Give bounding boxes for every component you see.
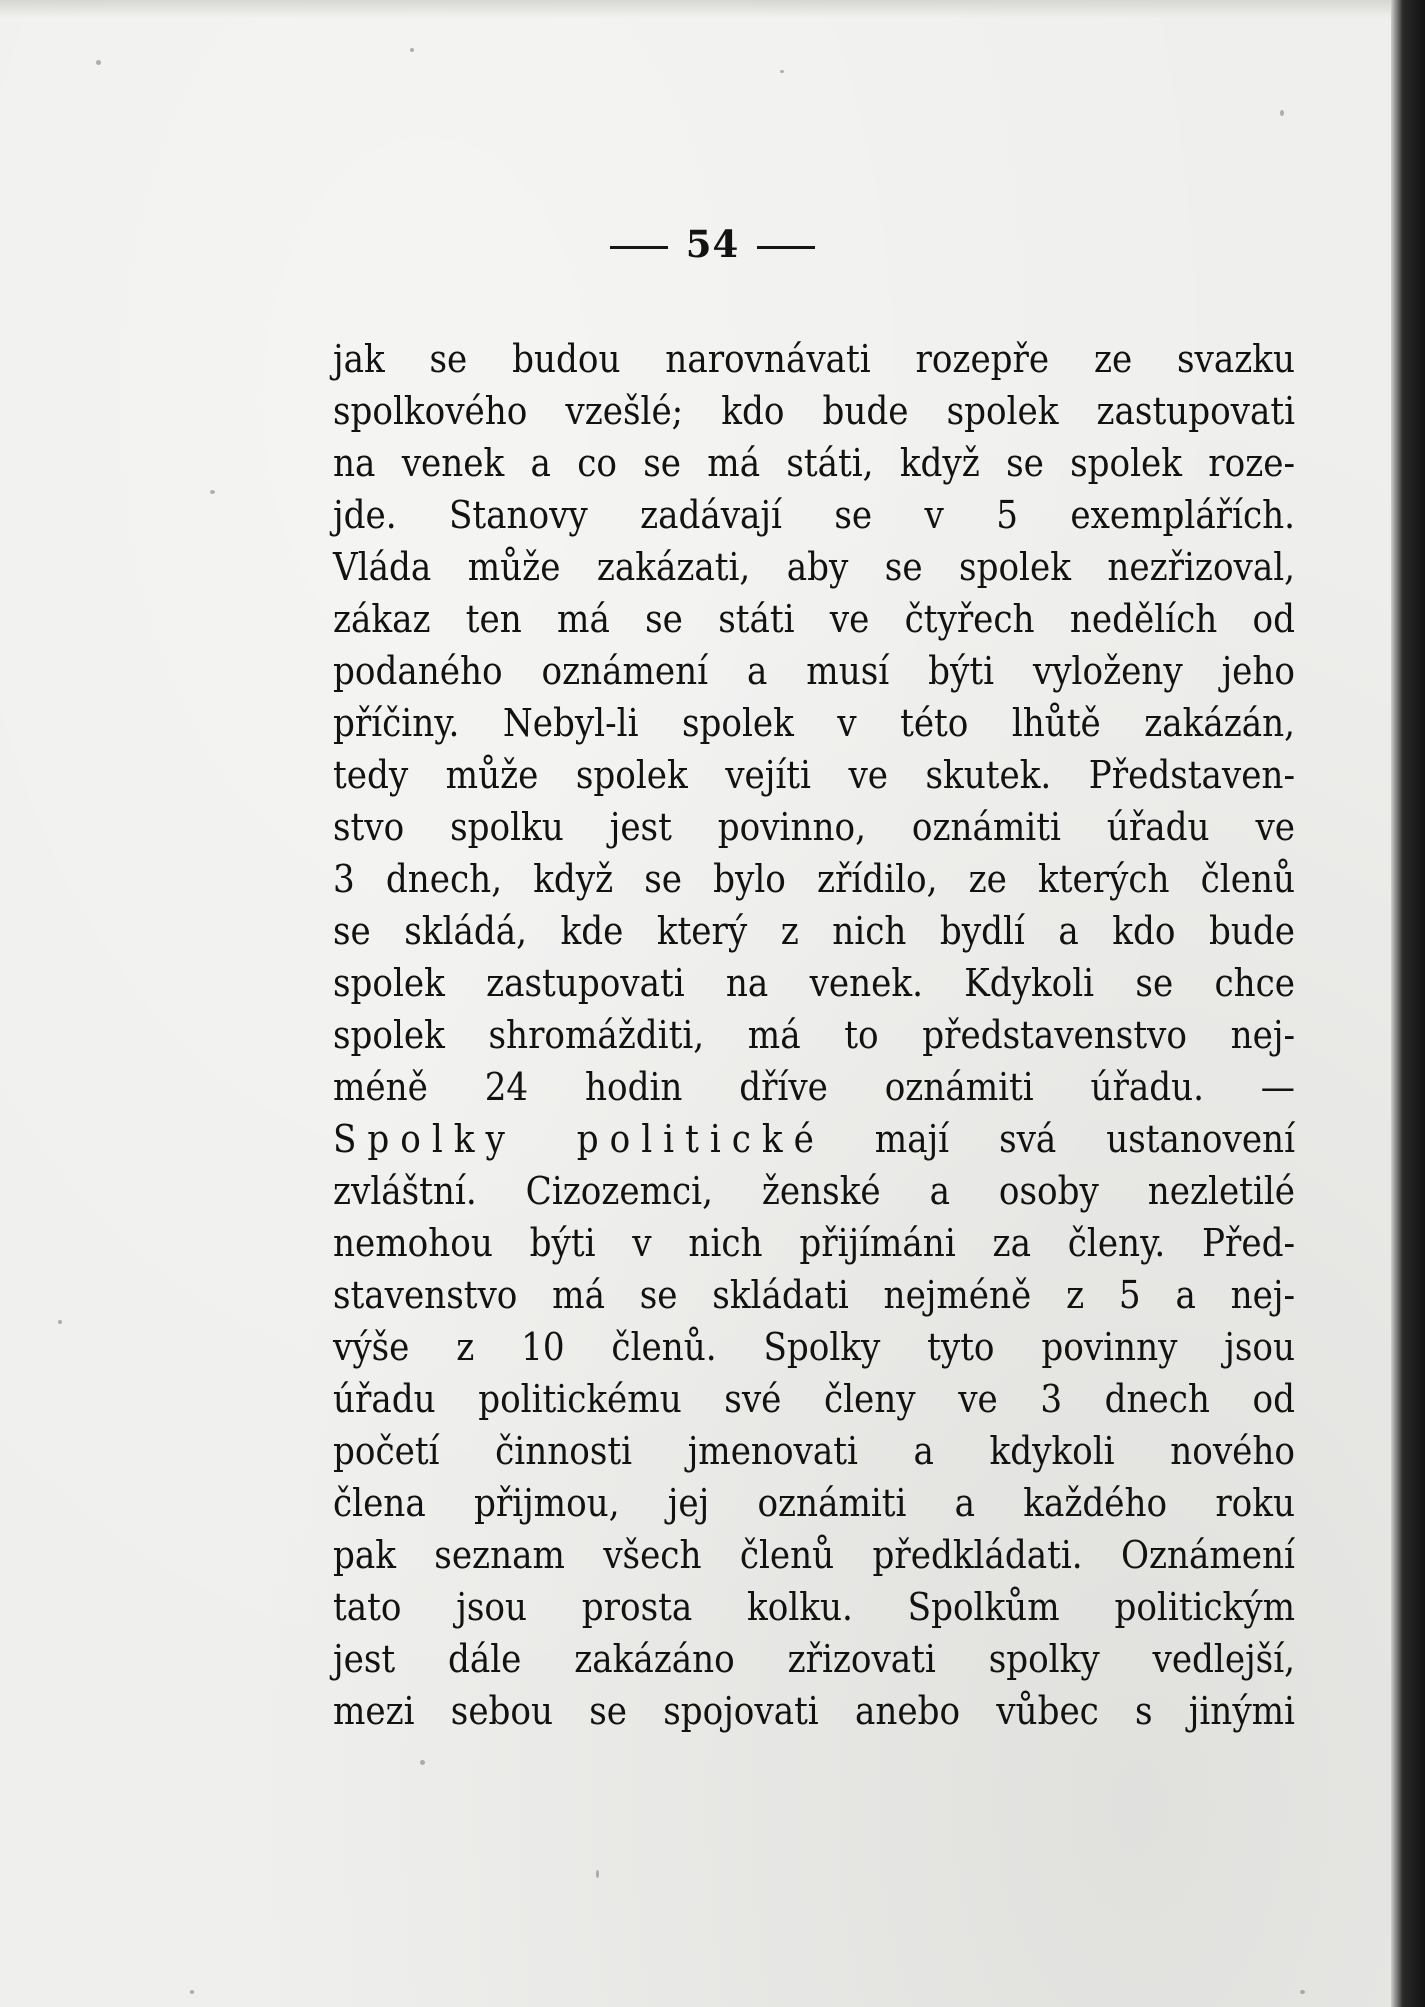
scan-speck (190, 1990, 194, 1994)
text-line: jak se budou narovnávati rozepře ze svazku (333, 337, 1295, 381)
scan-speck (96, 60, 101, 65)
text-line-spaced (333, 1113, 1295, 1165)
page-number-dash-right (757, 246, 815, 249)
text-line: mezi sebou se spojovati anebo vůbec s jinými (333, 1689, 1295, 1733)
text-line: pak seznam všech členů předkládati. Oznámení (333, 1533, 1295, 1577)
scan-speck (780, 70, 784, 73)
text-line: početí činnosti jmenovati a kdykoli nového (333, 1429, 1295, 1473)
scan-speck (420, 1760, 425, 1765)
scan-speck (1300, 1990, 1305, 1994)
text-line: člena přijmou, jej oznámiti a každého roku (333, 1481, 1295, 1525)
text-line: na venek a co se má státi, když se spolek roze- (333, 441, 1295, 485)
text-line: výše z 10 členů. Spolky tyto povinny jsou (333, 1325, 1295, 1369)
text-line: tedy může spolek vejíti ve skutek. Představen- (333, 753, 1295, 797)
page-right-edge (1391, 0, 1425, 2007)
text-line: stvo spolku jest povinno, oznámiti úřadu ve (333, 805, 1295, 849)
scan-speck (596, 1870, 599, 1878)
text-line: spolkového vzešlé; kdo bude spolek zastupovati (333, 389, 1295, 433)
scan-speck (410, 48, 414, 52)
page-number-value: 54 (685, 222, 740, 266)
text-line: spolek shromážditi, má to představenstvo nej- (333, 1013, 1295, 1057)
text-line: zvláštní. Cizozemci, ženské a osoby nezletilé (333, 1169, 1295, 1213)
text-line: jest dále zakázáno zřizovati spolky vedlejší, (333, 1637, 1295, 1681)
text-line: úřadu politickému své členy ve 3 dnech od (333, 1377, 1295, 1421)
text-line: Vláda může zakázati, aby se spolek nezřizoval, (333, 545, 1295, 589)
text-line: jde. Stanovy zadávají se v 5 exemplářích. (333, 493, 1295, 537)
text-line: 3 dnech, když se bylo zřídilo, ze kterých členů (333, 857, 1295, 901)
text-line: nemohou býti v nich přijímáni za členy. Před- (333, 1221, 1295, 1265)
scan-speck (1280, 110, 1284, 116)
body-text (333, 333, 1295, 1737)
text-line: příčiny. Nebyl-li spolek v této lhůtě zakázán, (333, 701, 1295, 745)
text-line: spolek zastupovati na venek. Kdykoli se chce (333, 961, 1295, 1005)
page-number (0, 222, 1425, 266)
scan-speck (58, 1320, 62, 1324)
page-top-edge (0, 0, 1425, 18)
spaced-line-rest: mají svá ustanovení (874, 1117, 1295, 1161)
text-line: se skládá, kde který z nich bydlí a kdo bude (333, 909, 1295, 953)
page-number-dash-left (610, 246, 668, 249)
text-line: stavenstvo má se skládati nejméně z 5 a nej- (333, 1273, 1295, 1317)
text-line: zákaz ten má se státi ve čtyřech nedělích od (333, 597, 1295, 641)
text-line: méně 24 hodin dříve oznámiti úřadu. — (333, 1065, 1295, 1109)
text-line: tato jsou prosta kolku. Spolkům politickým (333, 1585, 1295, 1629)
text-line: podaného oznámení a musí býti vyloženy jeho (333, 649, 1295, 693)
spaced-emphasis: Spolky politické (333, 1117, 825, 1161)
scan-speck (210, 490, 215, 494)
